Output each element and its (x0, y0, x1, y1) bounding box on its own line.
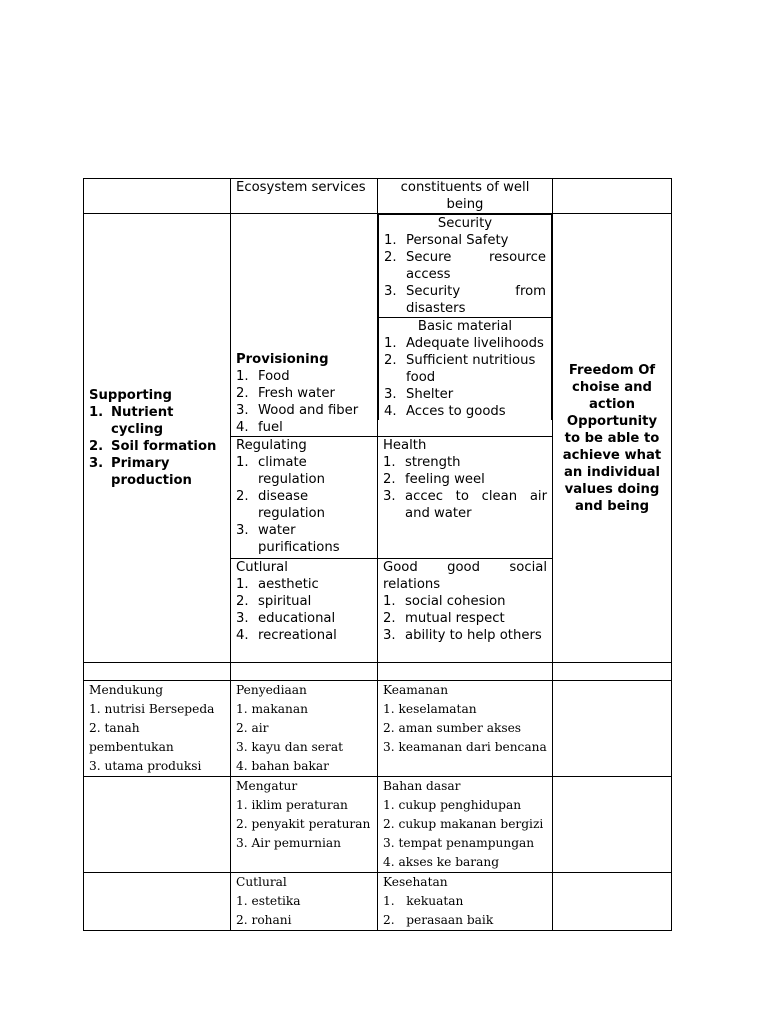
list-item: 1. iklim peraturan (236, 798, 348, 812)
list-item: 1. Food (236, 369, 290, 384)
empty-cell (231, 663, 378, 681)
supporting-title: Supporting (89, 388, 172, 403)
list-item: 3. keamanan dari bencana (383, 740, 547, 754)
regulating-list (236, 454, 372, 556)
empty-cell (553, 663, 672, 681)
list-item: 3. Security from disasters (384, 284, 546, 316)
empty-cell (84, 777, 231, 873)
mendukung-cell (84, 681, 231, 777)
header-ecosystem-services: Ecosystem services (231, 179, 378, 214)
table-row (84, 777, 672, 873)
list-item: 1. kekuatan (383, 894, 464, 908)
header-constituents-of-well-being: constituents of well being (378, 179, 553, 214)
list-item: 2. Soil formation (89, 439, 217, 454)
list-item: 1. cukup penghidupan (383, 798, 522, 812)
list-item: 2. aman sumber akses (383, 721, 522, 735)
list-item: 1. social cohesion (383, 594, 506, 609)
provisioning-cell (231, 214, 378, 437)
list-item: 2. perasaan baik (383, 913, 494, 927)
list-item: 1. nutrisi Bersepeda (89, 702, 215, 716)
list-item: 2. Secure resource access (384, 250, 546, 282)
keamanan-cell (378, 681, 553, 777)
list-item: 3. Primary production (89, 456, 192, 488)
table-header-row (84, 179, 672, 214)
list-item: 2. disease regulation (236, 489, 325, 521)
mengatur-title: Mengatur (236, 779, 298, 793)
list-item: 2. mutual respect (383, 611, 505, 626)
table-row (84, 214, 672, 437)
supporting-list (89, 404, 225, 489)
list-item: 4. fuel (236, 420, 283, 435)
empty-cell (84, 873, 231, 931)
list-item: 3. ability to help others (383, 628, 542, 643)
list-item: 2. air (236, 721, 269, 735)
list-item: 2. rohani (236, 913, 292, 927)
header-cell-empty (84, 179, 231, 214)
list-item: 2. spiritual (236, 594, 312, 609)
social-relations-list (383, 593, 547, 644)
cutlural-cell (231, 873, 378, 931)
mendukung-title: Mendukung (89, 683, 164, 697)
basic-material-title: Basic material (417, 319, 513, 334)
list-item: 1. strength (383, 455, 461, 470)
list-item: 4. recreational (236, 628, 337, 643)
list-item: 4. akses ke barang (383, 855, 500, 869)
security-title: Security (437, 216, 493, 231)
empty-cell (378, 663, 553, 681)
list-item: 3. tempat penampungan (383, 836, 535, 850)
list-item: 3. Wood and fiber (236, 403, 359, 418)
table-row (84, 873, 672, 931)
list-item: 1. Personal Safety (384, 233, 509, 248)
regulating-cell (231, 437, 378, 559)
list-item: 3. Air pemurnian (236, 836, 342, 850)
cultural-cell (231, 559, 378, 663)
kesehatan-title: Kesehatan (383, 875, 448, 889)
empty-cell (84, 663, 231, 681)
cultural-list (236, 576, 372, 644)
empty-cell (553, 777, 672, 873)
supporting-cell (84, 214, 231, 663)
health-list (383, 454, 547, 522)
cutlural-title: Cutlural (236, 875, 287, 889)
regulating-title: Regulating (236, 438, 307, 453)
list-item: 1. estetika (236, 894, 301, 908)
list-item: 3. accec to clean air and water (383, 489, 547, 521)
bahan-dasar-cell (378, 777, 553, 873)
social-relations-cell (378, 559, 553, 663)
penyediaan-cell (231, 681, 378, 777)
provisioning-title: Provisioning (236, 352, 329, 367)
list-item: 1. aesthetic (236, 577, 319, 592)
empty-cell (553, 681, 672, 777)
table-row (84, 681, 672, 777)
list-item: 2. cukup makanan bergizi (383, 817, 544, 831)
list-item: 3. utama produksi (89, 759, 202, 773)
social-relations-title: Good good social relations (383, 560, 547, 592)
health-cell (378, 437, 553, 559)
keamanan-title: Keamanan (383, 683, 449, 697)
basic-material-section (379, 318, 552, 421)
list-item: 3. water purifications (236, 523, 340, 555)
security-section (379, 215, 552, 318)
penyediaan-title: Penyediaan (236, 683, 307, 697)
list-item: 1. makanan (236, 702, 308, 716)
list-item: 1. Adequate livelihoods (384, 336, 544, 351)
list-item: 4. bahan bakar (236, 759, 329, 773)
cultural-title: Cutlural (236, 560, 288, 575)
provisioning-list (236, 368, 372, 436)
security-list (384, 232, 546, 317)
list-item: 1. Nutrient cycling (89, 405, 174, 437)
list-item: 1. keselamatan (383, 702, 477, 716)
kesehatan-cell (378, 873, 553, 931)
list-item: 2. Sufficient nutritious food (384, 353, 536, 385)
basic-material-list (384, 335, 546, 420)
health-title: Health (383, 438, 427, 453)
bahan-dasar-title: Bahan dasar (383, 779, 461, 793)
list-item: 3. kayu dan serat (236, 740, 344, 754)
list-item: 2. tanah pembentukan (89, 721, 174, 754)
table-row-empty (84, 663, 672, 681)
header-cell-empty (553, 179, 672, 214)
list-item: 4. Acces to goods (384, 404, 506, 419)
list-item: 2. feeling weel (383, 472, 485, 487)
list-item: 2. Fresh water (236, 386, 335, 401)
list-item: 3. educational (236, 611, 336, 626)
security-basic-material-cell (378, 214, 553, 437)
ecosystem-services-table (83, 178, 672, 931)
list-item: 3. Shelter (384, 387, 454, 402)
empty-cell (553, 873, 672, 931)
list-item: 2. penyakit peraturan (236, 817, 371, 831)
freedom-cell: Freedom Of choise and action Opportunity to be able to achieve what an individual values doing and being (553, 214, 672, 663)
list-item: 1. climate regulation (236, 455, 325, 487)
mengatur-cell (231, 777, 378, 873)
